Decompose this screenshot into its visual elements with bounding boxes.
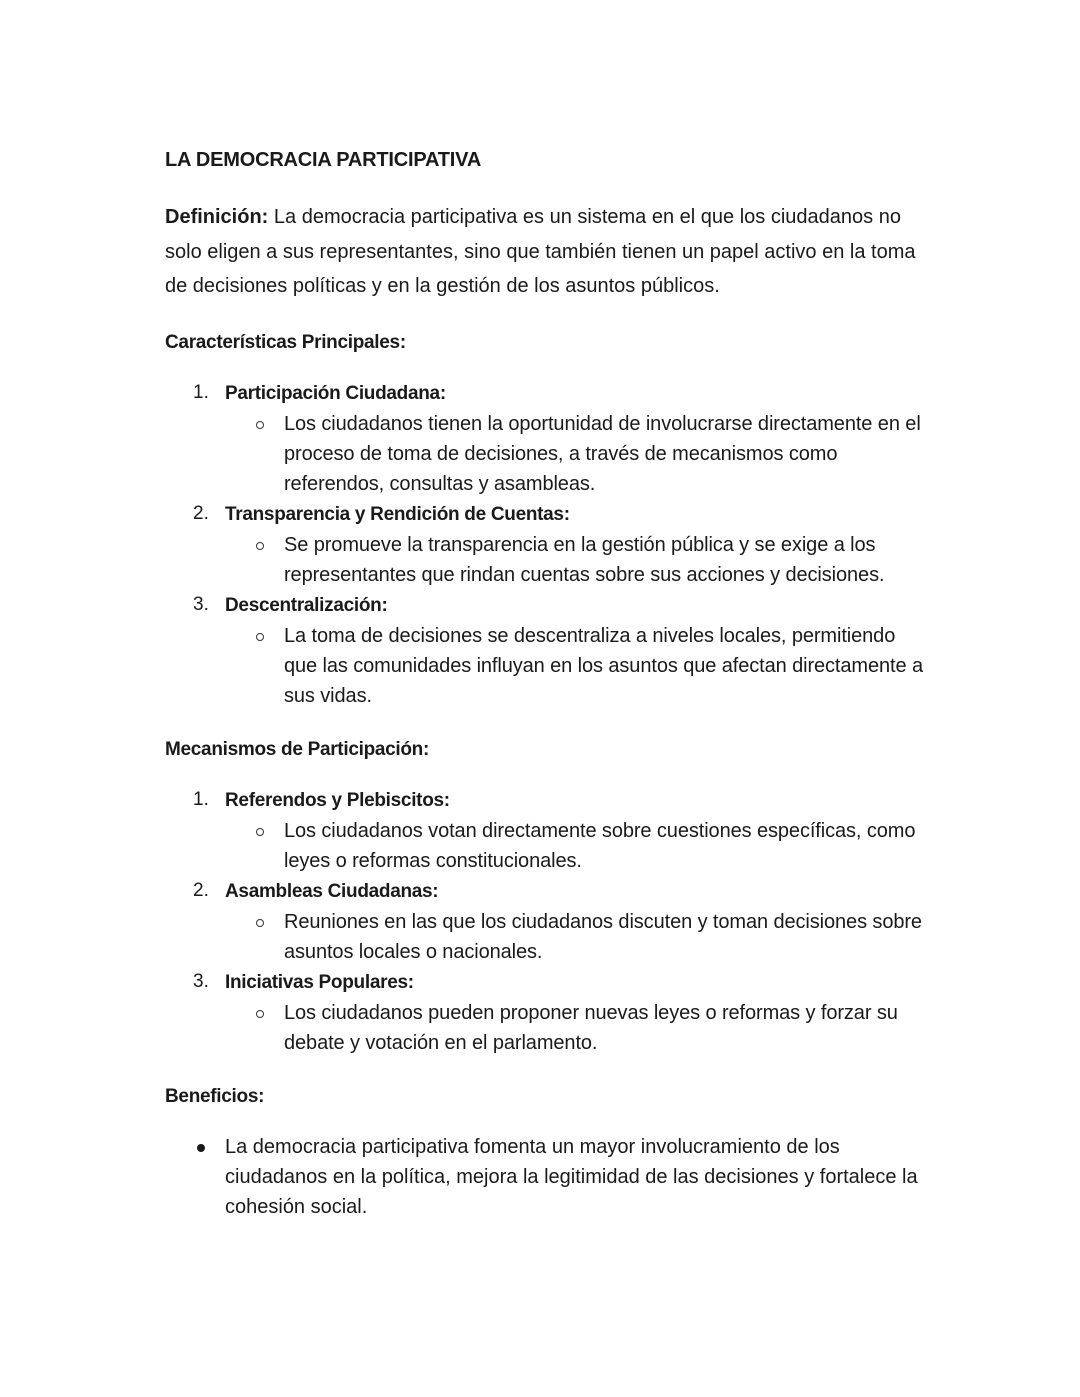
definition-label: Definición: xyxy=(165,206,269,228)
list-item xyxy=(165,499,925,590)
list-item xyxy=(165,876,925,967)
sub-list xyxy=(225,998,925,1058)
item-detail: Los ciudadanos pueden proponer nuevas leyes o reformas y forzar su debate y votación en el parlamento. xyxy=(284,1001,898,1054)
filled-bullet-icon xyxy=(197,1144,205,1152)
list-item xyxy=(165,967,925,1058)
item-label: Transparencia y Rendición de Cuentas: xyxy=(225,503,570,525)
list-item xyxy=(165,378,925,499)
sub-list-item xyxy=(225,907,925,967)
item-detail: Reuniones en las que los ciudadanos discuten y toman decisiones sobre asuntos locales o nacionales. xyxy=(284,910,922,963)
sub-list-item xyxy=(225,816,925,876)
item-number: 2. xyxy=(193,502,209,524)
document-page xyxy=(165,146,925,1222)
sub-list xyxy=(225,907,925,967)
hollow-bullet-icon xyxy=(256,1010,264,1018)
hollow-bullet-icon xyxy=(256,421,264,429)
sub-list xyxy=(225,816,925,876)
sub-list-item xyxy=(225,621,925,711)
caracteristicas-list xyxy=(165,378,925,711)
sub-list-item xyxy=(225,998,925,1058)
list-item xyxy=(165,1132,925,1222)
sub-list-item xyxy=(225,530,925,590)
hollow-bullet-icon xyxy=(256,828,264,836)
sub-list xyxy=(225,409,925,499)
item-label: Asambleas Ciudadanas: xyxy=(225,880,439,902)
definition-paragraph xyxy=(165,200,925,304)
item-number: 1. xyxy=(193,788,209,810)
mecanismos-heading: Mecanismos de Participación: xyxy=(165,738,430,760)
document-title: LA DEMOCRACIA PARTICIPATIVA xyxy=(165,149,482,171)
item-detail: Los ciudadanos votan directamente sobre cuestiones específicas, como leyes o reformas constitucionales. xyxy=(284,819,916,872)
item-label: Referendos y Plebiscitos: xyxy=(225,789,450,811)
item-detail: Se promueve la transparencia en la gestión pública y se exige a los representantes que rindan cuentas sobre sus acciones y decisiones. xyxy=(284,533,885,586)
list-item xyxy=(165,785,925,876)
item-number: 3. xyxy=(193,970,209,992)
hollow-bullet-icon xyxy=(256,542,264,550)
hollow-bullet-icon xyxy=(256,919,264,927)
item-number: 3. xyxy=(193,593,209,615)
definition-text: La democracia participativa es un sistema en el que los ciudadanos no solo eligen a sus representantes, sino que también tienen un papel activo en la toma de decisiones políticas y en la gestión de los asuntos públicos. xyxy=(165,206,916,297)
item-detail: Los ciudadanos tienen la oportunidad de involucrarse directamente en el proceso de toma de decisiones, a través de mecanismos como referendos, consultas y asambleas. xyxy=(284,412,921,495)
list-item xyxy=(165,590,925,711)
hollow-bullet-icon xyxy=(256,633,264,641)
item-detail: La toma de decisiones se descentraliza a niveles locales, permitiendo que las comunidades influyan en los asuntos que afectan directamente a sus vidas. xyxy=(284,624,923,707)
item-label: Iniciativas Populares: xyxy=(225,971,414,993)
caracteristicas-heading: Características Principales: xyxy=(165,331,406,353)
sub-list xyxy=(225,621,925,711)
item-number: 2. xyxy=(193,879,209,901)
beneficios-heading: Beneficios: xyxy=(165,1085,265,1107)
mecanismos-list xyxy=(165,785,925,1058)
sub-list-item xyxy=(225,409,925,499)
item-label: Descentralización: xyxy=(225,594,388,616)
item-label: Participación Ciudadana: xyxy=(225,382,446,404)
sub-list xyxy=(225,530,925,590)
item-number: 1. xyxy=(193,381,209,403)
beneficio-text: La democracia participativa fomenta un mayor involucramiento de los ciudadanos en la política, mejora la legitimidad de las decisiones y fortalece la cohesión social. xyxy=(225,1135,918,1218)
beneficios-list xyxy=(165,1132,925,1222)
